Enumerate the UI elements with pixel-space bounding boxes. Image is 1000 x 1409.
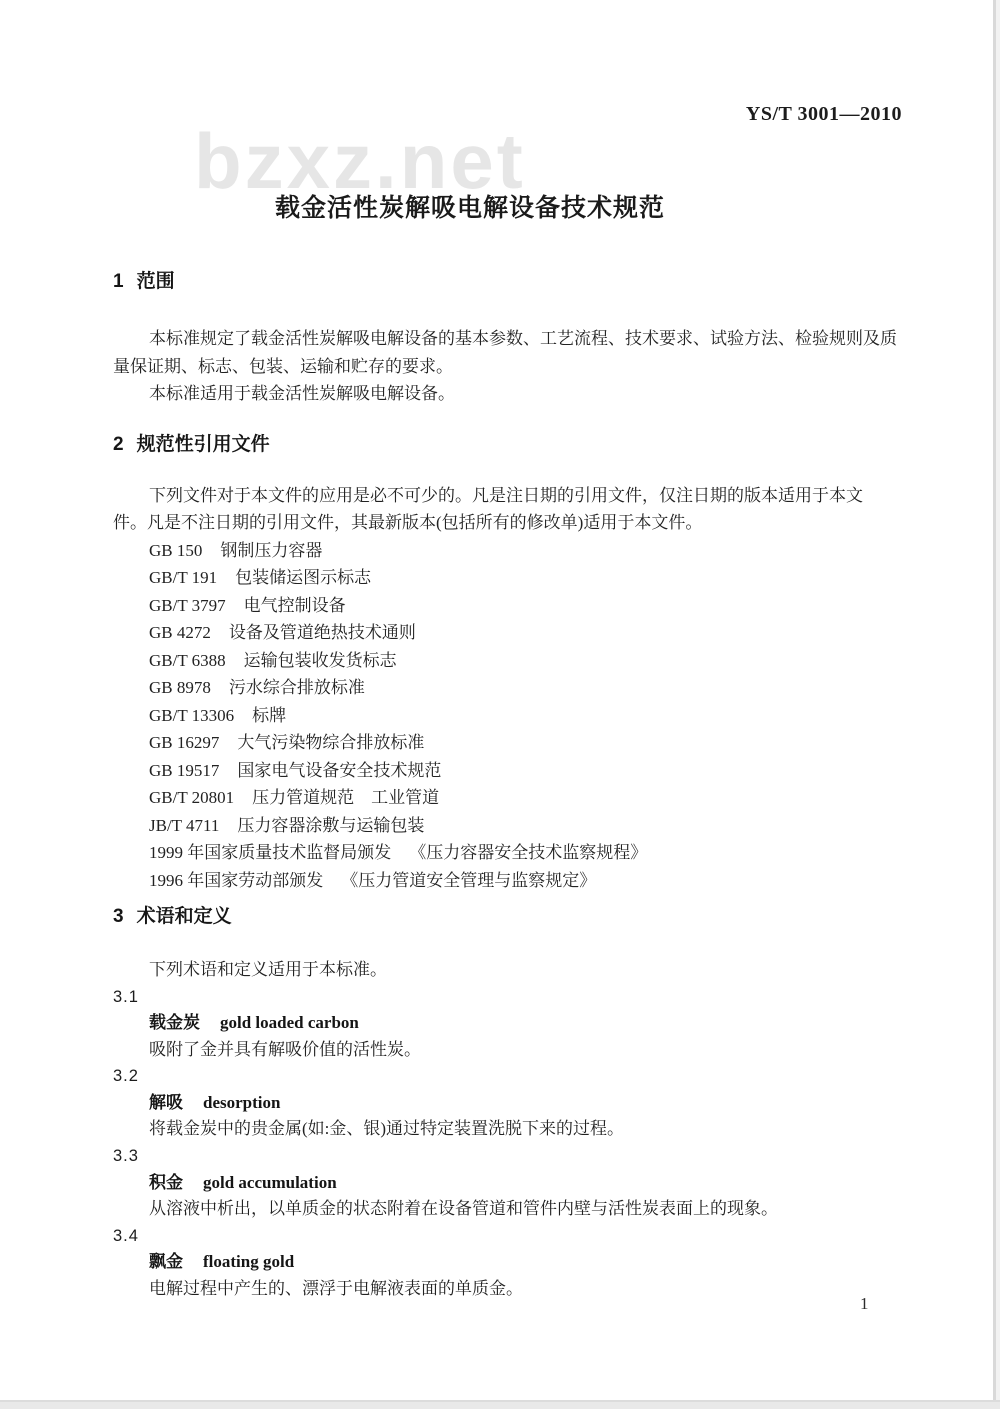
reference-item — [113, 757, 897, 785]
scope-paragraph-line: 本标准规定了载金活性炭解吸电解设备的基本参数、工艺流程、技术要求、试验方法、检验规则及质 — [149, 329, 897, 348]
term-number: 3.2 — [113, 1067, 139, 1086]
term-number: 3.4 — [113, 1226, 139, 1245]
reference-code: 1996 年国家劳动部颁发 — [149, 870, 324, 890]
term-definition: 吸附了金并具有解吸价值的活性炭。 — [149, 1039, 421, 1059]
reference-title: 《压力容器安全技术监察规程》 — [409, 843, 648, 862]
scope-paragraph-line: 量保证期、标志、包装、运输和贮存的要求。 — [113, 356, 453, 376]
reference-code: GB 19517 — [149, 760, 220, 780]
term-name-en: gold accumulation — [203, 1172, 337, 1192]
reference-title: 压力容器涂敷与运输包装 — [237, 815, 425, 835]
reference-code: GB/T 6388 — [149, 650, 226, 670]
term-name-zh: 解吸 — [149, 1092, 183, 1112]
reference-code: GB/T 3797 — [149, 595, 226, 615]
reference-item — [113, 839, 897, 867]
references-list — [113, 537, 897, 895]
reference-title: 大气污染物综合排放标准 — [237, 733, 425, 752]
reference-code: 1999 年国家质量技术监督局颁发 — [149, 843, 392, 862]
reference-item — [113, 812, 897, 840]
references-intro-line: 下列文件对于本文件的应用是必不可少的。凡是注日期的引用文件，仅注日期的版本适用于本文 — [149, 485, 863, 505]
reference-item — [113, 784, 897, 812]
document-body — [113, 0, 897, 1303]
reference-item — [113, 647, 897, 675]
term-name-en: gold loaded carbon — [220, 1013, 359, 1033]
term-name — [113, 1170, 897, 1197]
reference-item — [113, 564, 897, 592]
term-name — [113, 1010, 897, 1037]
term-name — [113, 1090, 897, 1117]
term-definition: 电解过程中产生的、漂浮于电解液表面的单质金。 — [149, 1279, 523, 1299]
standard-number: YS/T 3001—2010 — [745, 103, 902, 125]
reference-code: GB/T 191 — [149, 568, 218, 587]
reference-title: 包装储运图示标志 — [235, 568, 372, 587]
reference-item — [113, 537, 897, 565]
reference-code: GB 4272 — [149, 623, 211, 642]
term-definition: 将载金炭中的贵金属(如:金、银)通过特定装置洗脱下来的过程。 — [149, 1119, 625, 1139]
reference-title: 钢制压力容器 — [220, 540, 323, 560]
reference-item — [113, 729, 897, 757]
references-intro-line: 件。凡是不注日期的引用文件，其最新版本(包括所有的修改单)适用于本文件。 — [113, 513, 703, 532]
reference-title: 设备及管道绝热技术通则 — [228, 623, 416, 642]
reference-code: GB 150 — [149, 540, 203, 560]
reference-title: 国家电气设备安全技术规范 — [237, 760, 442, 780]
term-name-zh: 积金 — [149, 1172, 183, 1192]
term-name-en: desorption — [203, 1092, 281, 1112]
page-edge-right-band — [996, 0, 1000, 1409]
reference-title: 污水综合排放标准 — [228, 678, 365, 697]
page-edge-bottom-band — [0, 1402, 1000, 1409]
section-2-heading — [113, 433, 897, 457]
reference-title: 运输包装收发货标志 — [243, 650, 397, 670]
terms-intro: 下列术语和定义适用于本标准。 — [149, 960, 387, 979]
section-1-heading — [113, 270, 897, 294]
term-number: 3.3 — [113, 1147, 139, 1166]
section-3-title: 术语和定义 — [136, 906, 232, 927]
reference-title: 《压力管道安全管理与监察规定》 — [341, 870, 597, 890]
section-3-number: 3 — [113, 906, 124, 927]
term-name — [113, 1249, 897, 1276]
section-1-title: 范围 — [136, 271, 175, 292]
section-2-number: 2 — [113, 433, 124, 455]
section-2-title: 规范性引用文件 — [136, 433, 270, 455]
reference-code: GB 8978 — [149, 678, 211, 697]
reference-code: GB/T 20801 — [149, 788, 235, 807]
reference-item — [113, 702, 897, 730]
page-number: 1 — [860, 1294, 869, 1313]
reference-code: GB 16297 — [149, 733, 220, 752]
reference-item — [113, 674, 897, 702]
term-name-en: floating gold — [203, 1252, 295, 1272]
terms-list — [113, 984, 897, 1303]
scope-paragraph-line: 本标准适用于载金活性炭解吸电解设备。 — [149, 384, 455, 403]
reference-title: 标牌 — [252, 705, 287, 725]
reference-item — [113, 592, 897, 620]
watermark-text: bzxz.net — [194, 117, 526, 205]
reference-title: 电气控制设备 — [243, 595, 346, 615]
reference-item — [113, 867, 897, 895]
reference-item — [113, 619, 897, 647]
term-definition: 从溶液中析出，以单质金的状态附着在设备管道和管件内壁与活性炭表面上的现象。 — [149, 1199, 778, 1219]
section-3-heading — [113, 905, 897, 929]
term-number: 3.1 — [113, 987, 139, 1006]
reference-code: GB/T 13306 — [149, 705, 235, 725]
reference-code: JB/T 4711 — [149, 815, 220, 835]
document-title: 载金活性炭解吸电解设备技术规范 — [274, 194, 665, 222]
section-1-number: 1 — [113, 271, 124, 292]
term-name-zh: 载金炭 — [149, 1013, 200, 1033]
reference-title: 压力管道规范 工业管道 — [252, 788, 440, 807]
term-name-zh: 飘金 — [149, 1252, 183, 1272]
